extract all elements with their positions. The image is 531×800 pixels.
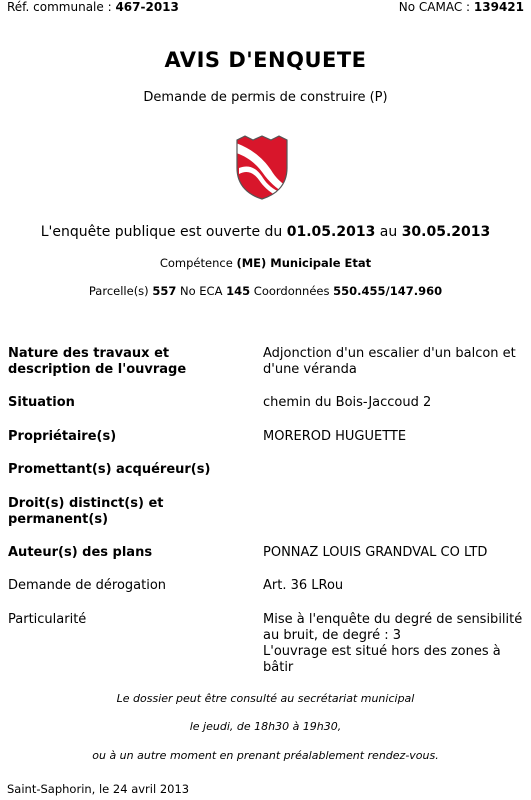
period-end-date: 30.05.2013 — [401, 224, 491, 240]
parcel-line — [0, 284, 531, 298]
period-middle: au — [375, 224, 402, 240]
inquiry-period — [0, 224, 531, 240]
parcel-value: 557 — [152, 284, 177, 298]
eca-label: No ECA — [176, 284, 227, 298]
field-label: Demande de dérogation — [8, 578, 167, 593]
consultation-note: Le dossier peut être consulté au secrétariat municipal — [116, 692, 415, 705]
place-and-date: Saint-Saphorin, le 24 avril 2013 — [7, 782, 190, 796]
coordinates-value: 550.455/147.960 — [333, 284, 443, 298]
period-prefix: L'enquête publique est ouverte du — [40, 224, 287, 240]
field-label: Auteur(s) des plans — [8, 545, 153, 560]
camac-label: No CAMAC : — [398, 0, 474, 14]
field-value: chemin du Bois-Jaccoud 2 — [263, 395, 432, 410]
competence-line — [0, 256, 531, 270]
ref-label: Réf. communale : — [7, 0, 116, 14]
particularity-line: L'ouvrage est situé hors des zones à bâtir — [263, 644, 501, 675]
ref-value: 467-2013 — [115, 0, 179, 14]
field-label: Promettant(s) acquéreur(s) — [8, 462, 211, 477]
municipal-reference — [7, 0, 179, 14]
page-subtitle: Demande de permis de construire (P) — [143, 90, 388, 105]
field-value — [263, 612, 525, 676]
competence-label: Compétence — [159, 256, 237, 270]
camac-number — [399, 0, 524, 14]
consultation-hours: le jeudi, de 18h30 à 19h30, — [189, 720, 342, 733]
coordinates-label: Coordonnées — [250, 284, 334, 298]
coat-of-arms-icon — [233, 134, 291, 200]
competence-value: (ME) Municipale Etat — [236, 256, 372, 270]
field-label: Particularité — [8, 612, 87, 627]
parcel-label: Parcelle(s) — [88, 284, 153, 298]
eca-value: 145 — [226, 284, 251, 298]
field-label: Propriétaire(s) — [8, 429, 117, 444]
camac-value: 139421 — [473, 0, 524, 14]
field-value: MOREROD HUGUETTE — [263, 429, 407, 444]
period-start-date: 01.05.2013 — [286, 224, 376, 240]
page-title: AVIS D'ENQUETE — [164, 48, 367, 72]
field-value: PONNAZ LOUIS GRANDVAL CO LTD — [263, 545, 488, 560]
field-label: Nature des travaux et description de l'ouvrage — [8, 346, 187, 377]
particularity-line: Mise à l'enquête du degré de sensibilité au bruit, de degré : 3 — [263, 612, 523, 643]
field-label: Droit(s) distinct(s) et permanent(s) — [8, 496, 164, 527]
field-value: Art. 36 LRou — [263, 578, 344, 593]
appointment-note: ou à un autre moment en prenant préalablement rendez-vous. — [92, 749, 439, 762]
field-value: Adjonction d'un escalier d'un balcon et d'une véranda — [263, 346, 516, 377]
field-label: Situation — [8, 395, 75, 410]
